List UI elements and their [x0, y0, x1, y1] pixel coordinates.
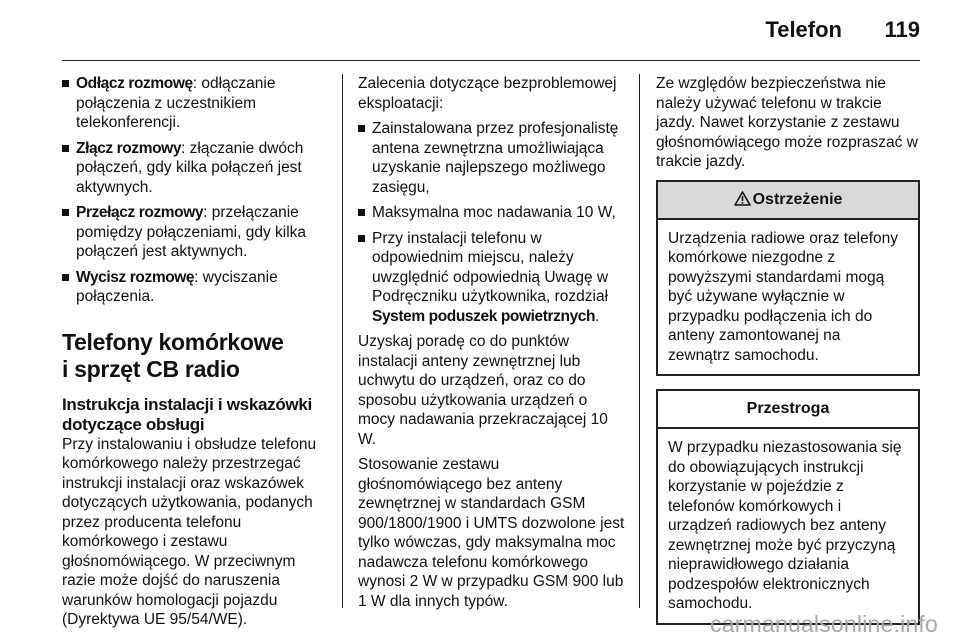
column-3: [656, 74, 920, 625]
warning-box: [656, 180, 920, 377]
bullet-item: [62, 139, 330, 198]
page-number: 119: [884, 17, 920, 42]
bullet-term: Wycisz rozmowę: [76, 268, 195, 286]
section-title: [62, 329, 330, 383]
caution-header: Przestroga: [658, 391, 918, 429]
bullet-item: Zainstalowana przez profesjonalistę antena zewnętrzna umożliwiająca uzyskanie najlepszego możliwego zasięgu,: [358, 119, 626, 197]
column-divider-1: [342, 74, 343, 608]
intro-paragraph: Zalecenia dotyczące bezproblemowej eksploatacji:: [358, 75, 617, 112]
bullet-item: [358, 229, 626, 327]
bullet-text: Przy instalacji telefonu w odpowiednim miejscu, należy uwzględnić odpowiednią Uwagę w Podręczniku użytkownika, rozdział: [372, 229, 609, 305]
page-header: [0, 0, 960, 62]
bullet-item: [62, 74, 330, 133]
column-1: [62, 74, 330, 636]
header-title: Telefon: [765, 17, 842, 42]
body-paragraph: Przy instalowaniu i obsłudze telefonu komórkowego należy przestrzegać instrukcji instalacji oraz wskazówek dotyczących użytkowania, podanych przez producenta telefonu komórkowego i zestawu głośnomówiącego. W przeciwnym razie może dojść do naruszenia warunków homologacji pojazdu (Dyrektywa UE 95/54/WE).: [62, 435, 317, 628]
body-paragraph: Uzyskaj poradę co do punktów instalacji anteny zewnętrznej lub uchwytu do urządzeń, oraz co do sposobu użytkowania urządzeń o mocy nadawania przekraczającej 10 W.: [358, 333, 608, 448]
bullet-term: Przełącz rozmowy: [76, 204, 204, 221]
caution-box: [656, 389, 920, 625]
intro-paragraph: Ze względów bezpieczeństwa nie należy używać telefonu w trakcie jazdy. Nawet korzystanie z zestawu głośnomówiącego może rozpraszać w trakcie jazdy.: [656, 75, 918, 170]
bullet-item: Maksymalna moc nadawania 10 W,: [358, 203, 626, 223]
bullet-item: [62, 268, 330, 307]
bullet-item: [62, 203, 330, 262]
header-divider: [62, 60, 920, 61]
warning-header: [658, 182, 918, 220]
body-paragraph: Stosowanie zestawu głośnomówiącego bez anteny zewnętrznej w standardach GSM 900/1800/1900 i UMTS dozwolone jest tylko wówczas, gdy maksymalna moc nadawcza telefonu komórkowego wynosi 2 W w przypadku GSM 900 lub 1 W dla innych typów.: [358, 456, 625, 610]
section-title-line-1: Telefony komórkowe: [62, 328, 284, 355]
warning-triangle-icon: [734, 184, 751, 220]
warning-body: Urządzenia radiowe oraz telefony komórkowe niezgodne z powyższymi standardami mogą być używane wyłącznie w przypadku podłączenia ich do anteny zamontowanej na zewnątrz samochodu.: [668, 229, 899, 364]
section-title-line-2: i sprzęt CB radio: [62, 355, 240, 382]
bullet-term: Złącz rozmowy: [76, 139, 182, 157]
bullet-text: : wyciszanie połączenia.: [76, 268, 278, 305]
bullet-term: Odłącz rozmowę: [76, 75, 193, 92]
watermark: carmanualsonline.info: [710, 611, 938, 637]
subsection-title: Instrukcja instalacji i wskazówki dotyczące obsługi: [62, 394, 312, 434]
chapter-reference: System poduszek powietrznych: [372, 307, 596, 325]
bullet-text: : złączanie dwóch połączeń, gdy kilka połączeń jest aktywnych.: [76, 139, 304, 196]
bullet-end: .: [595, 307, 600, 325]
column-2: [358, 74, 626, 617]
column-divider-2: [639, 74, 640, 608]
caution-body: W przypadku niezastosowania się do obowiązujących instrukcji korzystanie w pojeździe z telefonów komórkowych i urządzeń radiowych bez anteny zewnętrznej może być przyczyną nieprawidłowego działania podzespołów elektronicznych samochodu.: [668, 439, 902, 612]
bullet-text: : przełączanie pomiędzy połączeniami, gdy kilka połączeń jest aktywnych.: [76, 204, 307, 260]
warning-title: Ostrzeżenie: [752, 190, 843, 208]
bullet-text: : odłączanie połączenia z uczestnikiem telekonferencji.: [76, 75, 276, 131]
